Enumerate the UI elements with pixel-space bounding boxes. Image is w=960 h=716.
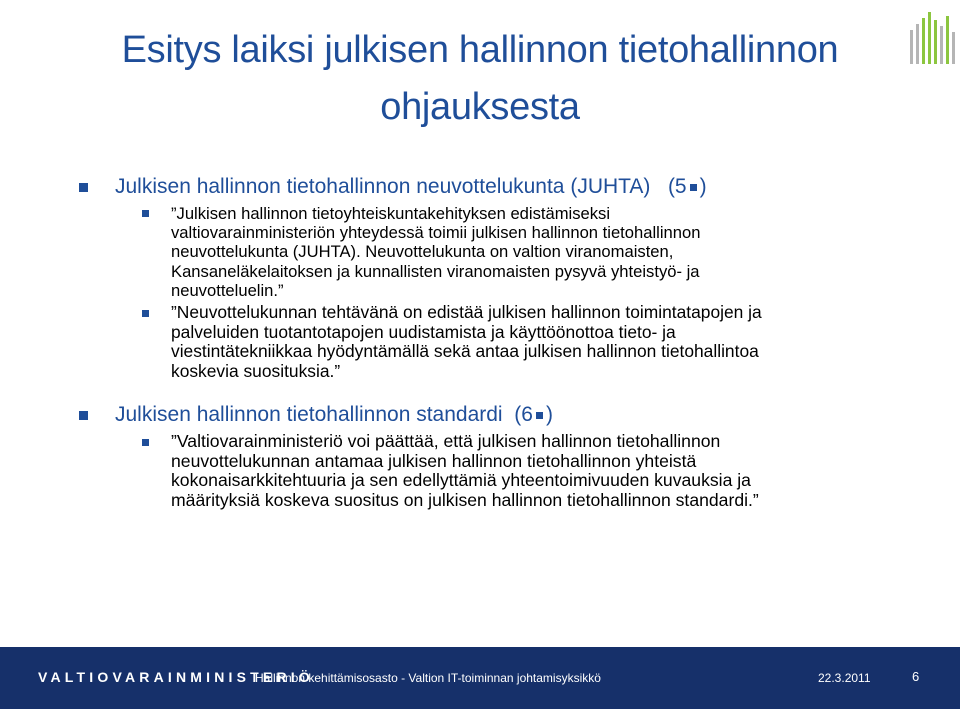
section-ref-open: (5 <box>667 175 687 198</box>
section-ref-close: ) <box>699 175 707 198</box>
section-sign-icon <box>690 184 697 191</box>
section-heading-text: Julkisen hallinnon tietohallinnon neuvottelukunta (JUHTA) <box>115 175 651 198</box>
footer-date: 22.3.2011 <box>818 671 871 685</box>
text-line: koskevia suosituksia.” <box>171 360 341 381</box>
text-line: ”Valtiovarainministeriö voi päättää, että julkisen hallinnon tietohallinnon <box>171 431 721 451</box>
text-line: määrityksiä koskeva suositus on julkisen hallinnon tietohallinnon standardi.” <box>171 489 759 510</box>
section-sign-icon <box>536 412 543 419</box>
section-heading-text: Julkisen hallinnon tietohallinnon standardi <box>115 403 503 426</box>
list-item-juhta-tasks <box>171 303 860 381</box>
text-line: neuvottelukunta (JUHTA). Neuvottelukunta on valtion viranomaisten, <box>171 242 674 262</box>
text-line: viestintätekniikkaa hyödyntämällä sekä antaa julkisen hallinnon tietohallintoa <box>171 341 759 361</box>
sub-bullet-square <box>142 310 149 317</box>
sub-bullet-square <box>142 439 149 446</box>
list-item-juhta-definition <box>171 204 860 300</box>
text-line: palveluiden tuotantotapojen uudistamista ja käyttöönottoa tieto- ja <box>171 321 676 342</box>
slide-title: Esitys laiksi julkisen hallinnon tietohallinnon ohjauksesta <box>121 29 839 128</box>
text-line: kokonaisarkkitehtuuria ja sen edellyttämiä yhteentoimivuuden kuvauksia ja <box>171 470 751 491</box>
section-heading-standardi <box>115 402 940 428</box>
text-line: ”Julkisen hallinnon tietoyhteiskuntakehityksen edistämiseksi <box>171 204 611 223</box>
sub-bullet-square <box>142 210 149 217</box>
page-number: 6 <box>912 669 920 684</box>
section-ref-open: (6 <box>514 403 533 426</box>
footer-bar <box>0 647 960 709</box>
bullet-square <box>79 183 88 192</box>
text-line: neuvottelukunnan antamaa julkisen hallinnon tietohallinnon yhteistä <box>171 450 697 471</box>
text-line: neuvotteluelin.” <box>171 280 284 300</box>
list-item-standardi <box>171 432 860 510</box>
footer-brand: VALTIOVARAINMINISTERIÖ <box>38 669 314 685</box>
text-line: Kansaneläkelaitoksen ja kunnallisten viranomaisten pysyvä yhteistyö- ja <box>171 261 700 281</box>
text-line: ”Neuvottelukunnan tehtävänä on edistää julkisen hallinnon toimintatapojen ja <box>171 302 762 322</box>
section-ref-close: ) <box>545 403 553 426</box>
section-heading-juhta <box>115 174 940 200</box>
text-line: valtiovarainministeriön yhteydessä toimii julkisen hallinnon tietohallinnon <box>171 223 701 243</box>
footer-department: Hallinnon kehittämisosasto - Valtion IT-toiminnan johtamisyksikkö <box>255 671 601 685</box>
bullet-square <box>79 411 88 420</box>
